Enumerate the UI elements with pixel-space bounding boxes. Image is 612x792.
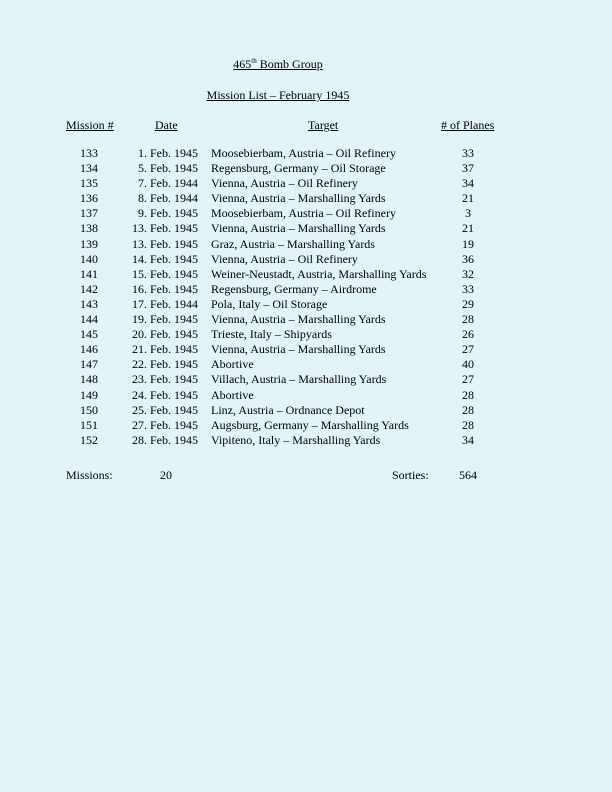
mission-number: 134 — [80, 161, 98, 176]
mission-target: Regensburg, Germany – Oil Storage — [211, 161, 386, 176]
plane-count: 37 — [462, 161, 474, 176]
mission-date: 16. Feb. 1945 — [132, 281, 198, 296]
mission-date: 7. Feb. 1944 — [138, 176, 198, 191]
table-row — [0, 267, 612, 282]
plane-count: 28 — [462, 402, 474, 417]
sorties-value: 564 — [459, 468, 477, 482]
plane-count: 19 — [462, 236, 474, 251]
mission-date: 28. Feb. 1945 — [132, 432, 198, 447]
title-suffix: Bomb Group — [256, 57, 323, 71]
mission-target: Linz, Austria – Ordnance Depot — [211, 402, 365, 417]
table-row — [0, 221, 612, 236]
mission-target: Graz, Austria – Marshalling Yards — [211, 236, 375, 251]
mission-number: 145 — [80, 327, 98, 342]
mission-target: Weiner-Neustadt, Austria, Marshalling Yards — [211, 266, 427, 281]
mission-date: 15. Feb. 1945 — [132, 266, 198, 281]
mission-target: Villach, Austria – Marshalling Yards — [211, 372, 387, 387]
mission-target: Vienna, Austria – Marshalling Yards — [211, 191, 386, 206]
table-row — [0, 237, 612, 252]
plane-count: 27 — [462, 372, 474, 387]
mission-number: 135 — [80, 176, 98, 191]
mission-target: Moosebierbam, Austria – Oil Refinery — [211, 206, 396, 221]
mission-number: 149 — [80, 387, 98, 402]
missions-label: Missions: — [66, 468, 113, 482]
mission-target: Vienna, Austria – Oil Refinery — [211, 251, 358, 266]
mission-number: 152 — [80, 432, 98, 447]
mission-number: 147 — [80, 357, 98, 372]
plane-count: 34 — [462, 176, 474, 191]
mission-number: 141 — [80, 266, 98, 281]
mission-number: 143 — [80, 296, 98, 311]
mission-number: 137 — [80, 206, 98, 221]
table-row — [0, 206, 612, 221]
table-row — [0, 176, 612, 191]
page-title — [0, 57, 556, 72]
mission-date: 17. Feb. 1944 — [132, 296, 198, 311]
mission-number: 150 — [80, 402, 98, 417]
column-header-date: Date — [155, 118, 178, 132]
mission-number: 139 — [80, 236, 98, 251]
title-superscript: th — [251, 57, 257, 65]
mission-target: Abortive — [211, 357, 254, 372]
table-row — [0, 418, 612, 433]
table-row — [0, 342, 612, 357]
mission-number: 148 — [80, 372, 98, 387]
mission-date: 1. Feb. 1945 — [138, 146, 198, 160]
plane-count: 28 — [462, 312, 474, 327]
table-row — [0, 357, 612, 372]
mission-number: 151 — [80, 417, 98, 432]
mission-target: Vienna, Austria – Oil Refinery — [211, 176, 358, 191]
mission-date: 5. Feb. 1945 — [138, 161, 198, 176]
plane-count: 34 — [462, 432, 474, 447]
column-header-mission: Mission # — [66, 118, 114, 132]
column-header-planes: # of Planes — [441, 118, 495, 132]
plane-count: 36 — [462, 251, 474, 266]
mission-date: 22. Feb. 1945 — [132, 357, 198, 372]
mission-date: 24. Feb. 1945 — [132, 387, 198, 402]
table-row — [0, 372, 612, 387]
mission-date: 8. Feb. 1944 — [138, 191, 198, 206]
page-subtitle: Mission List – February 1945 — [206, 88, 350, 102]
table-row — [0, 403, 612, 418]
mission-number: 140 — [80, 251, 98, 266]
plane-count: 32 — [462, 266, 474, 281]
table-row — [0, 297, 612, 312]
mission-number: 138 — [80, 221, 98, 236]
mission-number: 142 — [80, 281, 98, 296]
mission-date: 19. Feb. 1945 — [132, 312, 198, 327]
mission-number: 146 — [80, 342, 98, 357]
plane-count: 3 — [465, 206, 471, 221]
mission-date: 27. Feb. 1945 — [132, 417, 198, 432]
table-row — [0, 252, 612, 267]
mission-date: 25. Feb. 1945 — [132, 402, 198, 417]
mission-target: Moosebierbam, Austria – Oil Refinery — [211, 146, 396, 160]
mission-target: Regensburg, Germany – Airdrome — [211, 281, 377, 296]
plane-count: 21 — [462, 191, 474, 206]
plane-count: 40 — [462, 357, 474, 372]
mission-target: Pola, Italy – Oil Storage — [211, 296, 328, 311]
plane-count: 26 — [462, 327, 474, 342]
table-row — [0, 388, 612, 403]
plane-count: 27 — [462, 342, 474, 357]
mission-date: 13. Feb. 1945 — [132, 221, 198, 236]
mission-target: Augsburg, Germany – Marshalling Yards — [211, 417, 409, 432]
mission-date: 14. Feb. 1945 — [132, 251, 198, 266]
mission-table — [0, 146, 612, 448]
table-row — [0, 433, 612, 448]
table-row — [0, 327, 612, 342]
missions-value: 20 — [160, 468, 172, 482]
mission-target: Vipiteno, Italy – Marshalling Yards — [211, 432, 381, 447]
mission-date: 9. Feb. 1945 — [138, 206, 198, 221]
mission-number: 133 — [80, 146, 98, 160]
table-row — [0, 312, 612, 327]
mission-date: 21. Feb. 1945 — [132, 342, 198, 357]
mission-target: Vienna, Austria – Marshalling Yards — [211, 342, 386, 357]
plane-count: 33 — [462, 146, 474, 160]
table-row — [0, 161, 612, 176]
plane-count: 21 — [462, 221, 474, 236]
table-row — [0, 191, 612, 206]
column-header-target: Target — [308, 118, 339, 132]
table-row — [0, 146, 612, 161]
mission-target: Trieste, Italy – Shipyards — [211, 327, 332, 342]
mission-target: Vienna, Austria – Marshalling Yards — [211, 312, 386, 327]
mission-date: 23. Feb. 1945 — [132, 372, 198, 387]
plane-count: 28 — [462, 387, 474, 402]
mission-date: 20. Feb. 1945 — [132, 327, 198, 342]
table-row — [0, 282, 612, 297]
plane-count: 33 — [462, 281, 474, 296]
mission-number: 136 — [80, 191, 98, 206]
mission-number: 144 — [80, 312, 98, 327]
mission-date: 13. Feb. 1945 — [132, 236, 198, 251]
plane-count: 29 — [462, 296, 474, 311]
mission-target: Vienna, Austria – Marshalling Yards — [211, 221, 386, 236]
sorties-label: Sorties: — [392, 468, 429, 482]
title-prefix: 465 — [233, 57, 252, 71]
plane-count: 28 — [462, 417, 474, 432]
mission-target: Abortive — [211, 387, 254, 402]
